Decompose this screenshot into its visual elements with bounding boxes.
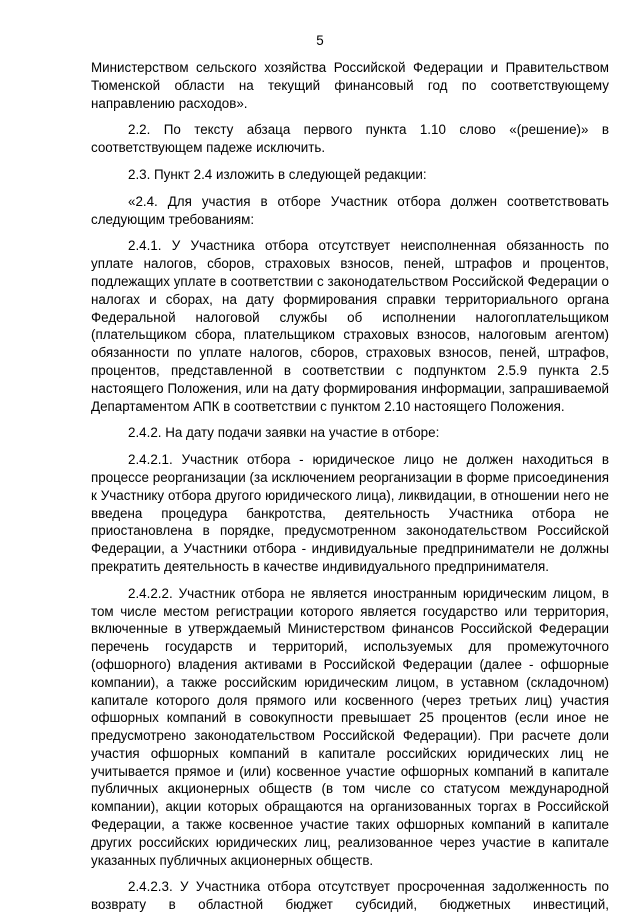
paragraph-continuation: Министерством сельского хозяйства Российской Федерации и Правительством Тюменской области на текущий финансовый год по соответствующему направлению расходов». <box>91 60 609 111</box>
paragraph-2-4-1: 2.4.1. У Участника отбора отсутствует неисполненная обязанность по уплате налогов, сборов, страховых взносов, пеней, штрафов и процентов, подлежащих уплате в соответствии с законодательством Российской Федерации о налогах и сборах, на дату формирования справки территориального органа Федеральной налоговой службы об исполнении налогоплательщиком (плательщиком сбора, плательщиком страховых взносов, налоговым агентом) обязанности по уплате налогов, сборов, страховых взносов, пеней, штрафов, процентов, представленной в соответствии с подпунктом 2.5.9 пункта 2.5 настоящего Положения, или на дату формирования информации, запрашиваемой Департаментом АПК в соответствии с пунктом 2.10 настоящего Положения. <box>91 238 609 414</box>
paragraph-2-4-2-1: 2.4.2.1. Участник отбора - юридическое лицо не должен находиться в процессе реорганизации (за исключением реорганизации в форме присоединения к Участнику отбора другого юридического лица), ликвидации, в отношении него не введена процедура банкротства, деятельность Участника отбора не приостановлена в порядке, предусмотренном законодательством Российской Федерации, а Участники отбора - индивидуальные предприниматели не должны прекратить деятельность в качестве индивидуального предпринимателя. <box>91 452 609 574</box>
paragraph-2-4-2: 2.4.2. На дату подачи заявки на участие в отборе: <box>128 425 440 441</box>
page-number: 5 <box>316 33 324 48</box>
paragraph-2-2: 2.2. По тексту абзаца первого пункта 1.10 слово «(решение)» в соответствующем падеже исключить. <box>91 122 609 156</box>
document-body <box>91 59 609 923</box>
paragraph-2-4-2-3: 2.4.2.3. У Участника отбора отсутствует просроченная задолженность по возврату в областной бюджет субсидий, бюджетных инвестиций, <box>91 879 609 913</box>
paragraph-2-4: «2.4. Для участия в отборе Участник отбора должен соответствовать следующим требованиям: <box>91 193 609 227</box>
paragraph-2-4-2-2: 2.4.2.2. Участник отбора не является иностранным юридическим лицом, в том числе местом регистрации которого является государство или территория, включенные в утверждаемый Министерством финансов Российской Федерации перечень государств и территорий, используемых для промежуточного (офшорного) владения активами в Российской Федерации (далее - офшорные компании), а также российским юридическим лицом, в уставном (складочном) капитале которого доля прямого или косвенного (через третьих лиц) участия офшорных компаний в совокупности превышает 25 процентов (если иное не предусмотрено законодательством Российской Федерации). При расчете доли участия офшорных компаний в капитале российских юридических лиц не учитывается прямое и (или) косвенное участие офшорных компаний в капитале публичных акционерных обществ (в том числе со статусом международной компании), акции которых обращаются на организованных торгах в Российской Федерации, а также косвенное участие таких офшорных компаний в капитале других российских юридических лиц, реализованное через участие в капитале указанных публичных акционерных обществ. <box>91 585 609 868</box>
paragraph-2-3: 2.3. Пункт 2.4 изложить в следующей редакции: <box>128 166 427 182</box>
